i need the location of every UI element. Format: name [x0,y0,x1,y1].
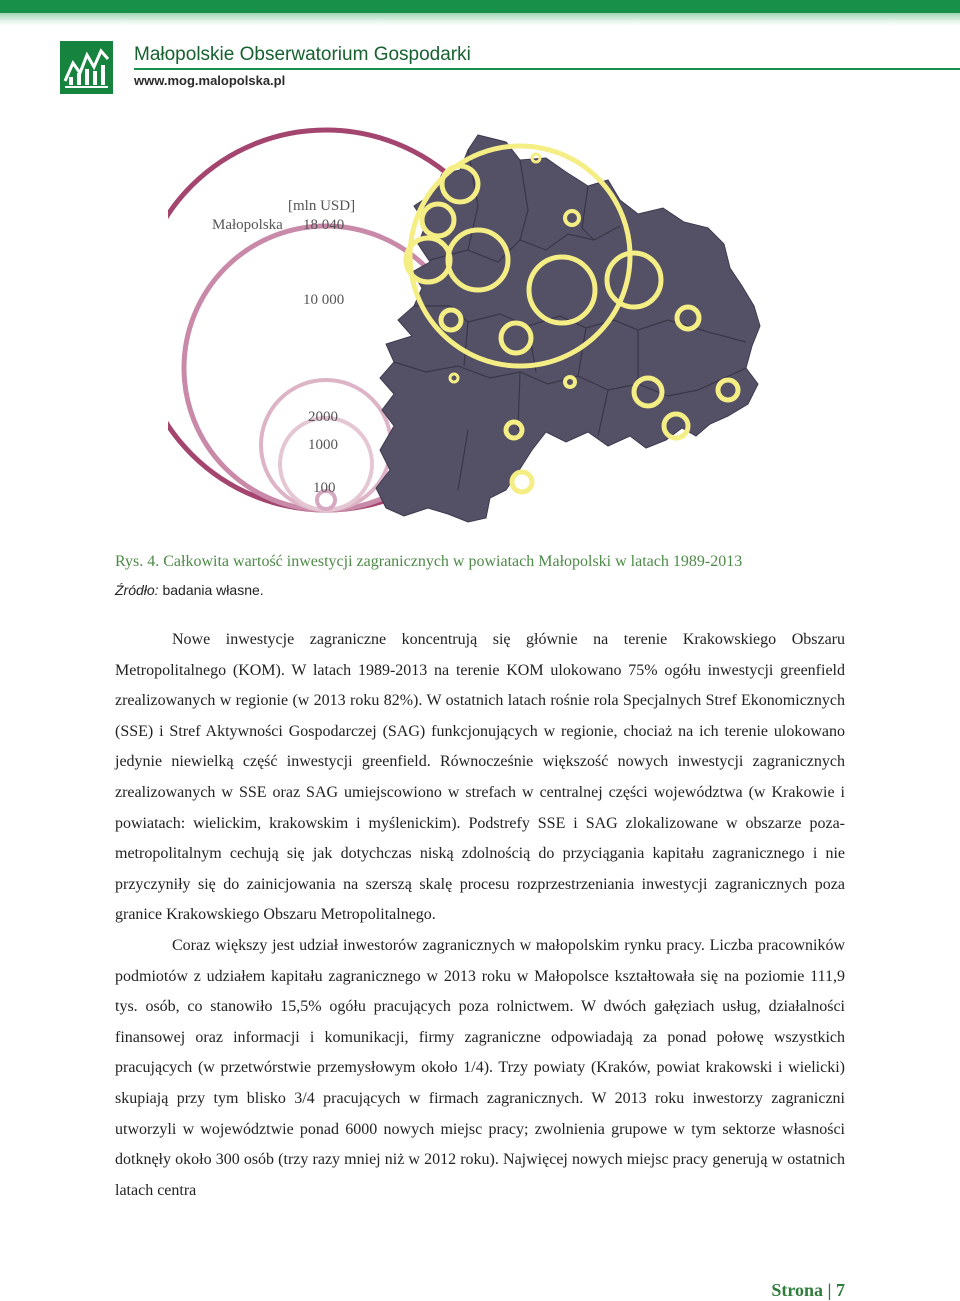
bubble-14 [512,472,532,492]
org-name: Małopolskie Obserwatorium Gospodarki [134,44,471,65]
scale-100: 100 [313,480,336,496]
footer-label: Strona [771,1280,824,1300]
region-label: Małopolska [212,217,283,233]
scale-10000: 10 000 [303,292,345,308]
mog-logo-icon [60,41,113,94]
paragraph-1: Nowe inwestycje zagraniczne koncentrują się głównie na terenie Krakowskiego Obszaru Metropolitalnego (KOM). W latach 1989-2013 na terenie KOM ulokowano 75% ogółu inwestycji greenfield zrealizowanych w regionie (w 2013 roku 82%). W ostatnich latach rośnie rola Specjalnych Stref Ekonomicznych (SSE) i Stref Aktywności Gospodarczej (SAG) funkcjonujących w regionie, chociaż na ich terenie ulokowano jedynie niewielką część inwestycji greenfield. Równocześnie większość nowych inwestycji zagranicznych zrealizowanych w SSE oraz SAG umiejscowiono w strefach w centralnej części województwa (w Krakowie i powiatach: wielickim, krakowskim i myślenickim). Podstrefy SSE i SAG zlokalizowane w obszarze poza-metropolitalnym cechują się jak dotychczas niską zdolnością do przyciągania kapitału zagranicznego i nie przyczyniły się do zainicjowania na szerszą skalę procesu rozprzestrzeniania inwestycji zagranicznych poza granice Krakowskiego Obszaru Metropolitalnego. [115,631,845,924]
legend-circle-1000 [280,418,372,510]
page-number: 7 [836,1280,845,1300]
header-stripe [0,0,960,26]
investment-map-figure [168,110,788,540]
map-svg [168,110,788,540]
source-text: badania własne. [162,582,264,598]
figure-caption: Rys. 4. Całkowita wartość inwestycji zagranicznych w powiatach Małopolski w latach 1989-2013 [115,553,743,570]
unit-label: [mln USD] [288,198,356,214]
body-text [115,625,845,1206]
footer-separator: | [827,1280,832,1300]
paragraph-2: Coraz większy jest udział inwestorów zagranicznych w małopolskim rynku pracy. Liczba pracowników podmiotów z udziałem kapitału zagranicznego w 2013 roku w Małopolsce kształtowała się na poziomie 111,9 tys. osób, co stanowiło 15,5% ogółu pracujących poza rolnictwem. W dwóch gałęziach usług, działalności finansowej oraz informacji i komunikacji, firmy zagraniczne odpowiadają za ponad połowę wszystkich pracujących (w przetwórstwie przemysłowym około 1/4). Trzy powiaty (Kraków, powiat krakowski i wielicki) skupiają przy tym blisko 3/4 pracujących w firmach zagranicznych. W 2013 roku inwestorzy zagraniczni utworzyli w województwie ponad 6000 nowych miejsc pracy; zwolnienia grupowe w tym sektorze własności dotknęły około 300 osób (trzy razy mniej niż w 2012 roku). Najwięcej nowych miejsc pracy generują w ostatnich latach centra [115,936,845,1199]
malopolska-map [376,135,760,522]
page-footer [771,1280,845,1301]
scale-18040: 18 040 [303,217,345,233]
org-url: www.mog.malopolska.pl [134,73,286,88]
scale-2000: 2000 [308,409,338,425]
header-divider [134,68,960,70]
bubble-17 [532,154,540,162]
scale-1000: 1000 [308,437,338,453]
figure-source [115,582,264,598]
source-label: Źródło: [115,582,159,598]
